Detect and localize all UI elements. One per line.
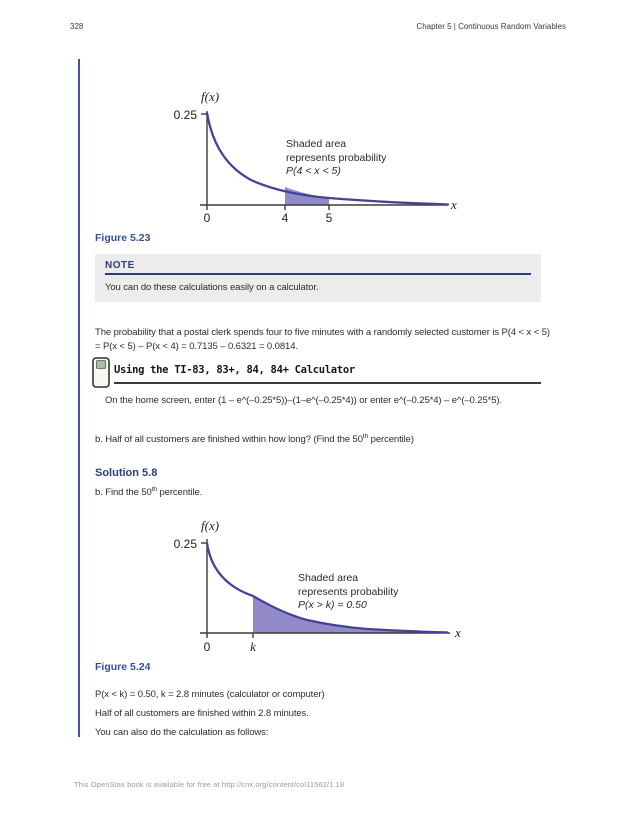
shaded-area-annotation-2 — [298, 572, 398, 613]
note-divider — [105, 273, 531, 275]
figure-5-23-caption: Figure 5.23 — [95, 232, 151, 244]
x-tick-5: 5 — [325, 211, 333, 225]
example-sidebar-rule — [78, 59, 80, 737]
note-label: NOTE — [105, 260, 135, 271]
x-tick-k: k — [250, 639, 256, 654]
question-b-suffix: percentile) — [368, 434, 414, 445]
calculator-divider — [114, 382, 541, 384]
probability-paragraph: The probability that a postal clerk spends four to five minutes with a randomly selected customer is P(4 < x < 5) = P(x < 5) – P(x < 4) = 0.7135 – 0.6321 = 0.0814. — [95, 327, 550, 352]
x-tick-0: 0 — [203, 211, 211, 225]
header-chapter-title: Chapter 5 | Continuous Random Variables — [416, 22, 566, 31]
calculator-icon — [92, 357, 110, 388]
page-number: 328 — [70, 22, 84, 31]
solution-step-superscript: th — [151, 485, 157, 493]
annotation-line: Shaded area — [286, 138, 347, 150]
solution-heading: Solution 5.8 — [95, 467, 158, 479]
note-box — [95, 254, 541, 302]
shaded-area-annotation — [286, 138, 386, 179]
calculator-instructions: On the home screen, enter (1 – e^(–0.25*5))–(1–e^(–0.25*4)) or enter e^(–0.25*4) – e^(–0.25*5). — [105, 395, 503, 406]
annotation-line: Shaded area — [298, 572, 359, 584]
question-b-superscript: th — [362, 432, 369, 440]
calculator-title: Using the TI-83, 83+, 84, 84+ Calculator — [114, 364, 355, 376]
annotation-line: P(4 < x < 5) — [286, 165, 341, 177]
y-max-label: 0.25 — [173, 537, 197, 551]
note-text: You can do these calculations easily on a calculator. — [105, 282, 319, 293]
x-tick-4: 4 — [281, 211, 289, 225]
annotation-line: represents probability — [286, 151, 387, 164]
closing-line-3: You can also do the calculation as follows: — [95, 727, 269, 738]
solution-step-prefix: b. Find the 50 — [95, 487, 152, 498]
y-axis-label: f(x) — [201, 89, 220, 104]
solution-step-suffix: percentile. — [156, 487, 203, 498]
question-b-prefix: b. Half of all customers are finished within how long? (Find the 50 — [95, 434, 363, 445]
x-tick-0: 0 — [203, 640, 211, 654]
figure-5-24-caption: Figure 5.24 — [95, 661, 151, 673]
closing-line-2: Half of all customers are finished within 2.8 minutes. — [95, 708, 309, 719]
y-axis-label: f(x) — [201, 518, 220, 533]
x-ticks — [207, 205, 329, 210]
solution-step-text — [95, 486, 550, 500]
x-axis-label: x — [451, 197, 457, 212]
x-ticks — [207, 633, 253, 638]
question-b-text — [95, 433, 550, 447]
closing-line-1: P(x < k) = 0.50, k = 2.8 minutes (calculator or computer) — [95, 689, 325, 700]
y-max-label: 0.25 — [173, 108, 197, 122]
x-axis-label: x — [455, 625, 461, 640]
footer-note: This OpenStax book is available for free at http://cnx.org/content/col11562/1.18 — [74, 780, 345, 789]
annotation-line: represents probability — [298, 585, 399, 598]
annotation-line: P(x > k) = 0.50 — [298, 599, 367, 611]
